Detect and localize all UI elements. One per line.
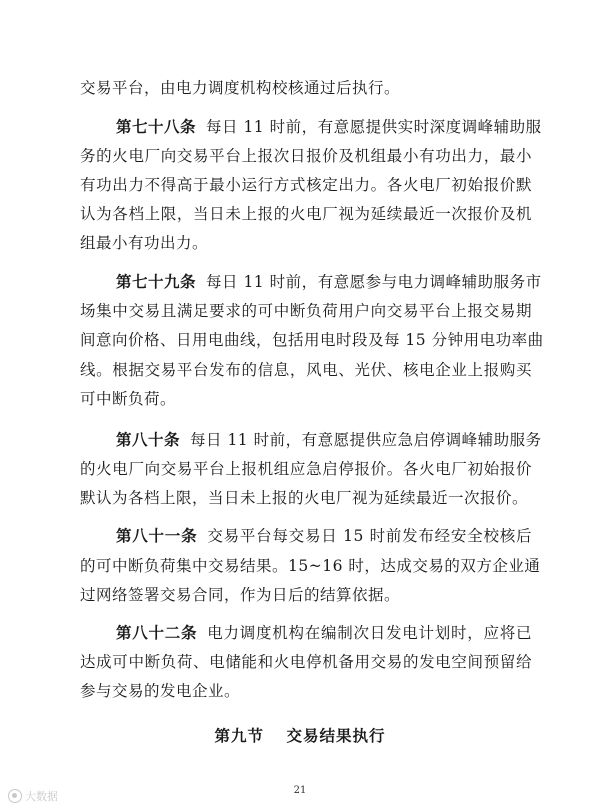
line-text: 的可中断负荷集中交易结果。15~16 时，达成交易的双方企业通 <box>80 557 541 575</box>
paragraph-line <box>80 233 532 253</box>
line-text: 电力调度机构在编制次日发电计划时，应将已 <box>207 624 532 642</box>
article-number: 第七十八条 <box>116 117 197 136</box>
paragraph-line <box>116 272 542 292</box>
line-text: 每日 11 时前，有意愿提供实时深度调峰辅助服 <box>206 118 542 136</box>
line-text: 的火电厂向交易平台上报机组应急启停报价。各火电厂初始报价 <box>80 460 532 478</box>
line-text: 组最小有功出力。 <box>80 234 209 252</box>
paragraph-line <box>116 430 542 450</box>
article-number: 第七十九条 <box>116 272 197 291</box>
section-title: 交易结果执行 <box>286 726 386 745</box>
line-text: 参与交易的发电企业。 <box>80 682 241 700</box>
paragraph-line <box>80 330 544 350</box>
paragraph-line <box>80 204 532 224</box>
paragraph-line <box>80 146 532 166</box>
paragraph-line <box>80 175 532 195</box>
line-text: 场集中交易且满足要求的可中断负荷用户向交易平台上报交易期 <box>80 302 532 320</box>
weibo-logo-icon <box>8 789 22 803</box>
paragraph-line <box>80 360 532 380</box>
line-text: 务的火电厂向交易平台上报次日报价及机组最小有功出力，最小 <box>80 147 532 165</box>
paragraph-line <box>80 556 541 576</box>
page-number: 21 <box>293 785 307 796</box>
paragraph-line <box>80 301 532 321</box>
paragraph-line <box>80 459 532 479</box>
article-number: 第八十二条 <box>116 623 198 642</box>
paragraph-line <box>116 117 542 137</box>
line-text: 每日 11 时前，有意愿参与电力调峰辅助服务市 <box>206 273 542 291</box>
paragraph-line <box>80 78 532 98</box>
watermark <box>8 788 58 804</box>
paragraph-line <box>116 526 532 546</box>
line-text: 每日 11 时前，有意愿提供应急启停调峰辅助服务 <box>190 431 542 449</box>
line-text: 交易平台，由电力调度机构校核通过后执行。 <box>80 79 401 97</box>
article-number: 第八十条 <box>116 430 181 449</box>
line-text: 间意向价格、日用电曲线，包括用电时段及每 15 分钟用电功率曲 <box>80 331 544 349</box>
watermark-text: 大数据 <box>25 790 58 803</box>
paragraph-line <box>80 488 532 508</box>
line-text: 可中断负荷。 <box>80 390 177 408</box>
line-text: 默认为各档上限，当日未上报的火电厂视为延续最近一次报价。 <box>80 489 529 507</box>
line-text: 认为各档上限，当日未上报的火电厂视为延续最近一次报价及机 <box>80 205 532 223</box>
section-heading <box>0 724 600 746</box>
paragraph-line <box>80 652 532 672</box>
line-text: 交易平台每交易日 15 时前发布经安全校核后 <box>207 527 532 545</box>
line-text: 达成可中断负荷、电储能和火电停机备用交易的发电空间预留给 <box>80 653 532 671</box>
paragraph-line <box>116 623 532 643</box>
article-number: 第八十一条 <box>116 526 198 545</box>
line-text: 有功出力不得高于最小运行方式核定出力。各火电厂初始报价默 <box>80 176 532 194</box>
paragraph-line <box>80 681 532 701</box>
paragraph-line <box>80 585 532 605</box>
line-text: 过网络签署交易合同，作为日后的结算依据。 <box>80 586 401 604</box>
line-text: 线。根据交易平台发布的信息，风电、光伏、核电企业上报购买 <box>80 361 532 379</box>
paragraph-line <box>80 389 532 409</box>
section-number: 第九节 <box>214 726 265 745</box>
